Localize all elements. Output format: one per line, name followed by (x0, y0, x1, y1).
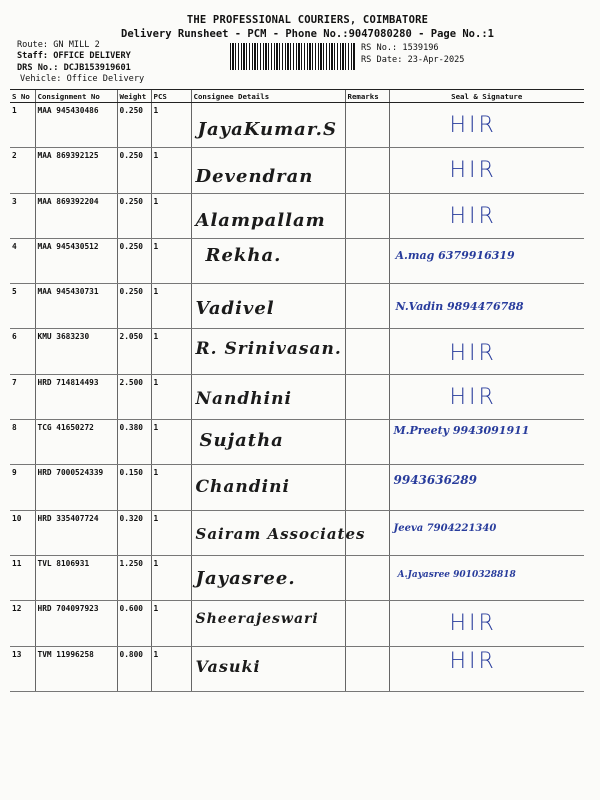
row-sno: 7 (10, 374, 35, 419)
signature-handwriting: M.Preety 9943091911 (393, 424, 530, 438)
row-sno: 9 (10, 465, 35, 510)
table-row (10, 601, 584, 646)
row-signature (389, 148, 584, 193)
row-pcs: 1 (151, 238, 191, 283)
table-row (10, 555, 584, 600)
row-consignee (191, 148, 345, 193)
vehicle-label: Vehicle: Office Delivery (20, 74, 145, 84)
signature-handwriting: HIR (449, 113, 497, 138)
consignee-handwriting: Sairam Associates (195, 524, 366, 543)
row-sno: 3 (10, 193, 35, 238)
row-remarks (345, 510, 389, 555)
signature-handwriting: HIR (449, 384, 497, 410)
row-weight: 0.600 (117, 601, 151, 646)
consignee-handwriting: Sujatha (199, 430, 284, 452)
row-consignment-no: MAA 945430731 (35, 284, 117, 329)
row-pcs: 1 (151, 646, 191, 691)
col-weight: Weight (117, 90, 151, 103)
row-remarks (345, 284, 389, 329)
consignee-handwriting: Nandhini (195, 388, 292, 409)
signature-handwriting: 9943636289 (393, 473, 477, 488)
col-pcs: PCS (151, 90, 191, 103)
signature-handwriting: N.Vadin 9894476788 (395, 300, 524, 314)
row-pcs: 1 (151, 284, 191, 329)
consignee-handwriting: Chandini (195, 477, 290, 498)
row-consignment-no: MAA 945430512 (35, 238, 117, 283)
row-signature (389, 103, 584, 148)
row-weight: 0.250 (117, 284, 151, 329)
row-weight: 0.250 (117, 103, 151, 148)
row-signature (389, 465, 584, 510)
row-signature (389, 238, 584, 283)
runsheet-table (10, 89, 584, 692)
consignee-handwriting: Jayasree. (195, 567, 296, 589)
row-signature (389, 193, 584, 238)
row-remarks (345, 465, 389, 510)
row-sno: 10 (10, 510, 35, 555)
row-signature (389, 555, 584, 600)
table-row (10, 510, 584, 555)
row-signature (389, 601, 584, 646)
row-consignee (191, 510, 366, 555)
col-sno: S No (10, 90, 35, 103)
table-row (10, 284, 584, 329)
row-pcs: 1 (151, 510, 191, 555)
row-pcs: 1 (151, 193, 191, 238)
row-weight: 2.050 (117, 329, 151, 374)
company-title: THE PROFESSIONAL COURIERS, COIMBATORE (186, 14, 429, 26)
row-weight: 0.320 (117, 510, 151, 555)
drs-number: DRS No.: DCJB153919601 (17, 63, 131, 73)
row-pcs: 1 (151, 103, 191, 148)
row-weight: 0.250 (117, 238, 151, 283)
row-weight: 0.800 (117, 646, 151, 691)
row-remarks (345, 374, 389, 419)
row-consignment-no: TVM 11996258 (35, 646, 117, 691)
col-remarks: Remarks (345, 90, 389, 103)
table-row (10, 329, 584, 374)
row-sno: 6 (10, 329, 35, 374)
row-sno: 11 (10, 555, 35, 600)
row-consignee (191, 465, 345, 510)
table-row (10, 465, 584, 510)
row-consignment-no: TCG 41650272 (35, 420, 117, 465)
consignee-handwriting: Alampallam (195, 209, 326, 231)
consignee-handwriting: Vadivel (195, 298, 275, 320)
row-remarks (345, 238, 389, 283)
table-row (10, 374, 584, 419)
row-consignee (191, 193, 345, 238)
signature-handwriting: HIR (449, 611, 497, 637)
row-consignee (191, 555, 345, 600)
signature-handwriting: HIR (449, 341, 497, 367)
row-remarks (345, 148, 389, 193)
consignee-handwriting: Sheerajeswari (195, 611, 319, 628)
staff-label: Staff: OFFICE DELIVERY (17, 51, 131, 61)
row-consignment-no: MAA 945430486 (35, 103, 117, 148)
runsheet-subtitle: Delivery Runsheet - PCM - Phone No.:9047080280 - Page No.:1 (121, 28, 494, 40)
row-weight: 0.250 (117, 148, 151, 193)
row-consignee (191, 374, 345, 419)
consignee-handwriting: JayaKumar.S (197, 119, 337, 140)
consignee-handwriting: Rekha. (205, 244, 282, 266)
col-seal-signature: Seal & Signature (389, 90, 584, 103)
row-consignee (191, 329, 345, 374)
row-pcs: 1 (151, 374, 191, 419)
table-row (10, 420, 584, 465)
table-row (10, 193, 584, 238)
signature-handwriting: Jeeva 7904221340 (393, 522, 497, 534)
row-sno: 4 (10, 238, 35, 283)
row-sno: 12 (10, 601, 35, 646)
row-consignee (191, 238, 345, 283)
row-consignee (191, 420, 345, 465)
row-consignment-no: KMU 3683230 (35, 329, 117, 374)
row-consignee (191, 601, 345, 646)
col-consignee: Consignee Details (191, 90, 345, 103)
table-row (10, 238, 584, 283)
row-consignment-no: MAA 869392204 (35, 193, 117, 238)
consignee-handwriting: Devendran (195, 166, 314, 188)
signature-handwriting: HIR (449, 158, 497, 184)
row-consignee (191, 103, 345, 148)
row-consignee (191, 646, 345, 691)
row-sno: 8 (10, 420, 35, 465)
rs-number: RS No.: 1539196 (361, 43, 439, 53)
signature-handwriting: A.mag 6379916319 (395, 248, 515, 262)
table-row (10, 103, 584, 148)
row-signature (389, 646, 584, 691)
route-label: Route: GN MILL 2 (17, 40, 100, 50)
row-consignment-no: HRD 714814493 (35, 374, 117, 419)
row-remarks (345, 646, 389, 691)
row-pcs: 1 (151, 148, 191, 193)
row-signature (389, 329, 584, 374)
row-consignment-no: TVL 8106931 (35, 555, 117, 600)
row-weight: 1.250 (117, 555, 151, 600)
table-row (10, 148, 584, 193)
signature-handwriting: A.Jayasree 9010328818 (397, 569, 516, 580)
row-remarks (345, 329, 389, 374)
row-remarks (345, 420, 389, 465)
row-weight: 2.500 (117, 374, 151, 419)
row-consignment-no: HRD 335407724 (35, 510, 117, 555)
row-consignment-no: MAA 869392125 (35, 148, 117, 193)
row-signature (389, 374, 584, 419)
row-sno: 2 (10, 148, 35, 193)
row-signature (389, 420, 584, 465)
row-sno: 5 (10, 284, 35, 329)
row-signature (389, 284, 584, 329)
row-sno: 13 (10, 646, 35, 691)
consignee-handwriting: Vasuki (195, 656, 261, 676)
row-weight: 0.150 (117, 465, 151, 510)
row-consignment-no: HRD 704097923 (35, 601, 117, 646)
row-pcs: 1 (151, 601, 191, 646)
signature-handwriting: HIR (449, 203, 497, 229)
row-pcs: 1 (151, 420, 191, 465)
row-pcs: 1 (151, 329, 191, 374)
signature-handwriting: HIR (449, 648, 497, 674)
consignee-handwriting: R. Srinivasan. (195, 339, 342, 360)
row-signature (389, 510, 584, 555)
row-consignee (191, 284, 345, 329)
col-consignment: Consignment No (35, 90, 117, 103)
row-remarks (345, 555, 389, 600)
row-pcs: 1 (151, 555, 191, 600)
row-sno: 1 (10, 103, 35, 148)
row-remarks (345, 193, 389, 238)
row-remarks (345, 103, 389, 148)
row-consignment-no: HRD 7000524339 (35, 465, 117, 510)
row-remarks (345, 601, 389, 646)
table-row (10, 646, 584, 691)
row-weight: 0.250 (117, 193, 151, 238)
table-header-row (10, 90, 584, 103)
row-weight: 0.380 (117, 420, 151, 465)
barcode-image (230, 43, 355, 70)
row-pcs: 1 (151, 465, 191, 510)
rs-date: RS Date: 23-Apr-2025 (361, 55, 465, 65)
